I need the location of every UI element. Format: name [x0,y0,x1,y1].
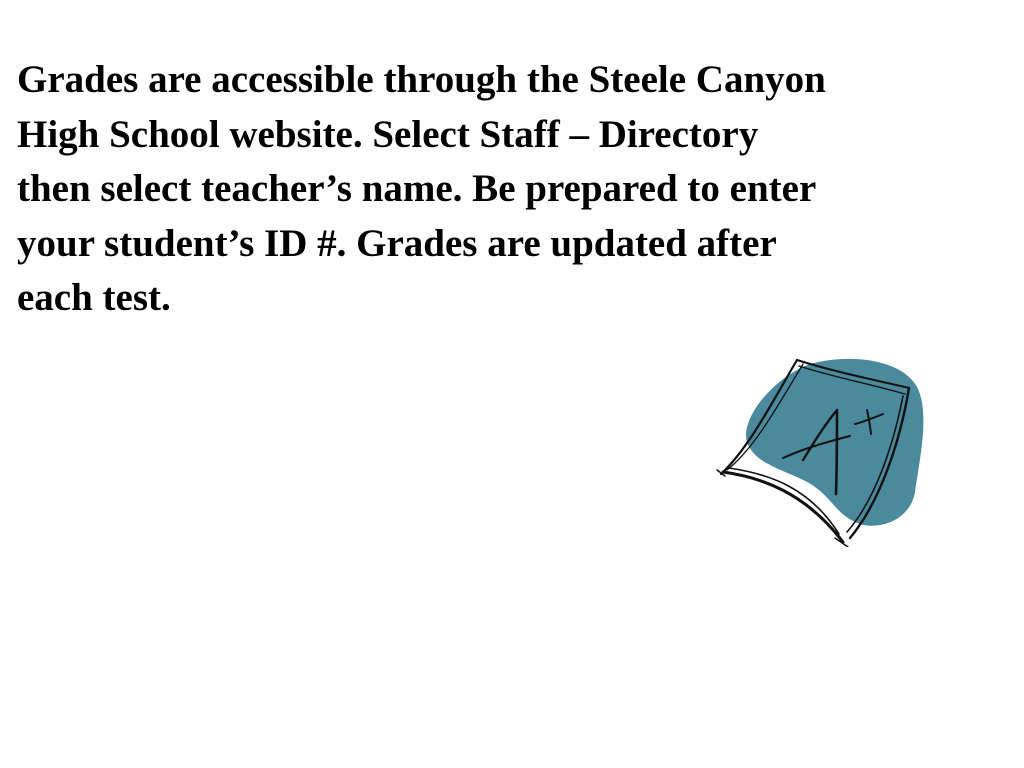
text-line-1: Grades are accessible through the Steele Canyon [17,58,826,101]
a-plus-paper-icon [715,352,925,547]
text-line-3: then select teacher’s name. Be prepared to enter [17,167,817,210]
text-line-4: your student’s ID #. Grades are updated after [17,221,777,265]
text-line-5: each test. [17,276,171,319]
text-line-2: High School website. Select Staff – Directory [17,112,759,156]
grades-info-text [17,53,997,326]
